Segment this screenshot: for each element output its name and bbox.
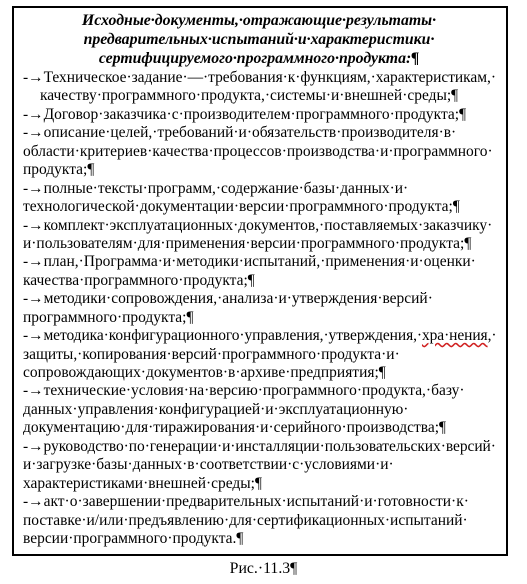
body-line: сопровождающих·документов·в·архиве·предприятия;¶ [23, 364, 386, 382]
body-line: -→методика·конфигурационного·управления,·утверждения,·хра·нения,· [23, 327, 497, 345]
body-line: области·критериев·качества·процессов·производства·и·программного· [23, 142, 493, 160]
body-line: -→технические·условия·на·версию·программного·продукта,·базу· [23, 382, 465, 400]
title-line: сертифицируемого·программного·продукта:¶ [98, 49, 420, 67]
document-title [22, 12, 496, 69]
spellcheck-underline: хра·нения [421, 327, 488, 345]
body-line: -→описание·целей,·требований·и·обязательств·производителя·в· [23, 124, 457, 142]
body-line: качества·программного·продукта;¶ [23, 271, 255, 289]
body-line: -→акт·о·завершении·предварительных·испытаний·и·готовности·к· [23, 493, 469, 511]
body-line: -→Техническое·задание·—·требования·к·функциям,·характеристикам,· [23, 69, 496, 86]
body-line: -→руководство·по·генерации·и·инсталляции·пользовательских·версий· [23, 437, 496, 455]
body-line: документацию·для·тиражирования·и·серийного·производства;¶ [23, 419, 447, 437]
body-line: -→план,·Программа·и·методики·испытаний,·применения·и·оценки· [23, 253, 476, 271]
body-line: -→Договор·заказчика·с·производителем·программного·продукта;¶ [23, 105, 467, 123]
title-line: Исходные·документы,·отражающие·результаты· [81, 12, 437, 29]
title-line: предварительных·испытаний·и·характеристики· [83, 30, 435, 48]
body-line: поставке·и/или·предъявлению·для·сертификационных·испытаний· [23, 511, 468, 529]
body-line: и·загрузке·базы·данных·в·соответствии·с·условиями·и· [23, 456, 394, 474]
body-line: -→комплект·эксплуатационных·документов,·поставляемых·заказчику· [23, 216, 493, 234]
body-line: программного·продукта;¶ [23, 308, 194, 326]
body-line: и·пользователям·для·применения·версии·программного·продукта;¶ [23, 234, 472, 252]
body-line: качеству·программного·продукта,·системы·и·внешней·среды;¶ [40, 87, 459, 105]
body-line: -→методики·сопровождения,·анализа·и·утверждения·версий· [23, 290, 433, 308]
body-line: защиты,·копирования·версий·программного·продукта·и· [23, 345, 400, 363]
body-line: версии·программного·продукта.¶ [23, 530, 244, 547]
body-line: данных·управления·конфигурацией·и·эксплуатационную· [23, 400, 409, 418]
body-line: технологической·документации·версии·программного·продукта;¶ [23, 198, 460, 216]
body-line: -→полные·тексты·программ,·содержание·базы·данных·и· [23, 179, 409, 197]
figure-caption: Рис.·11.3¶ [229, 560, 298, 577]
body-line: характеристиками·внешней·среды;¶ [23, 474, 262, 492]
body-line: продукта;¶ [23, 161, 95, 179]
